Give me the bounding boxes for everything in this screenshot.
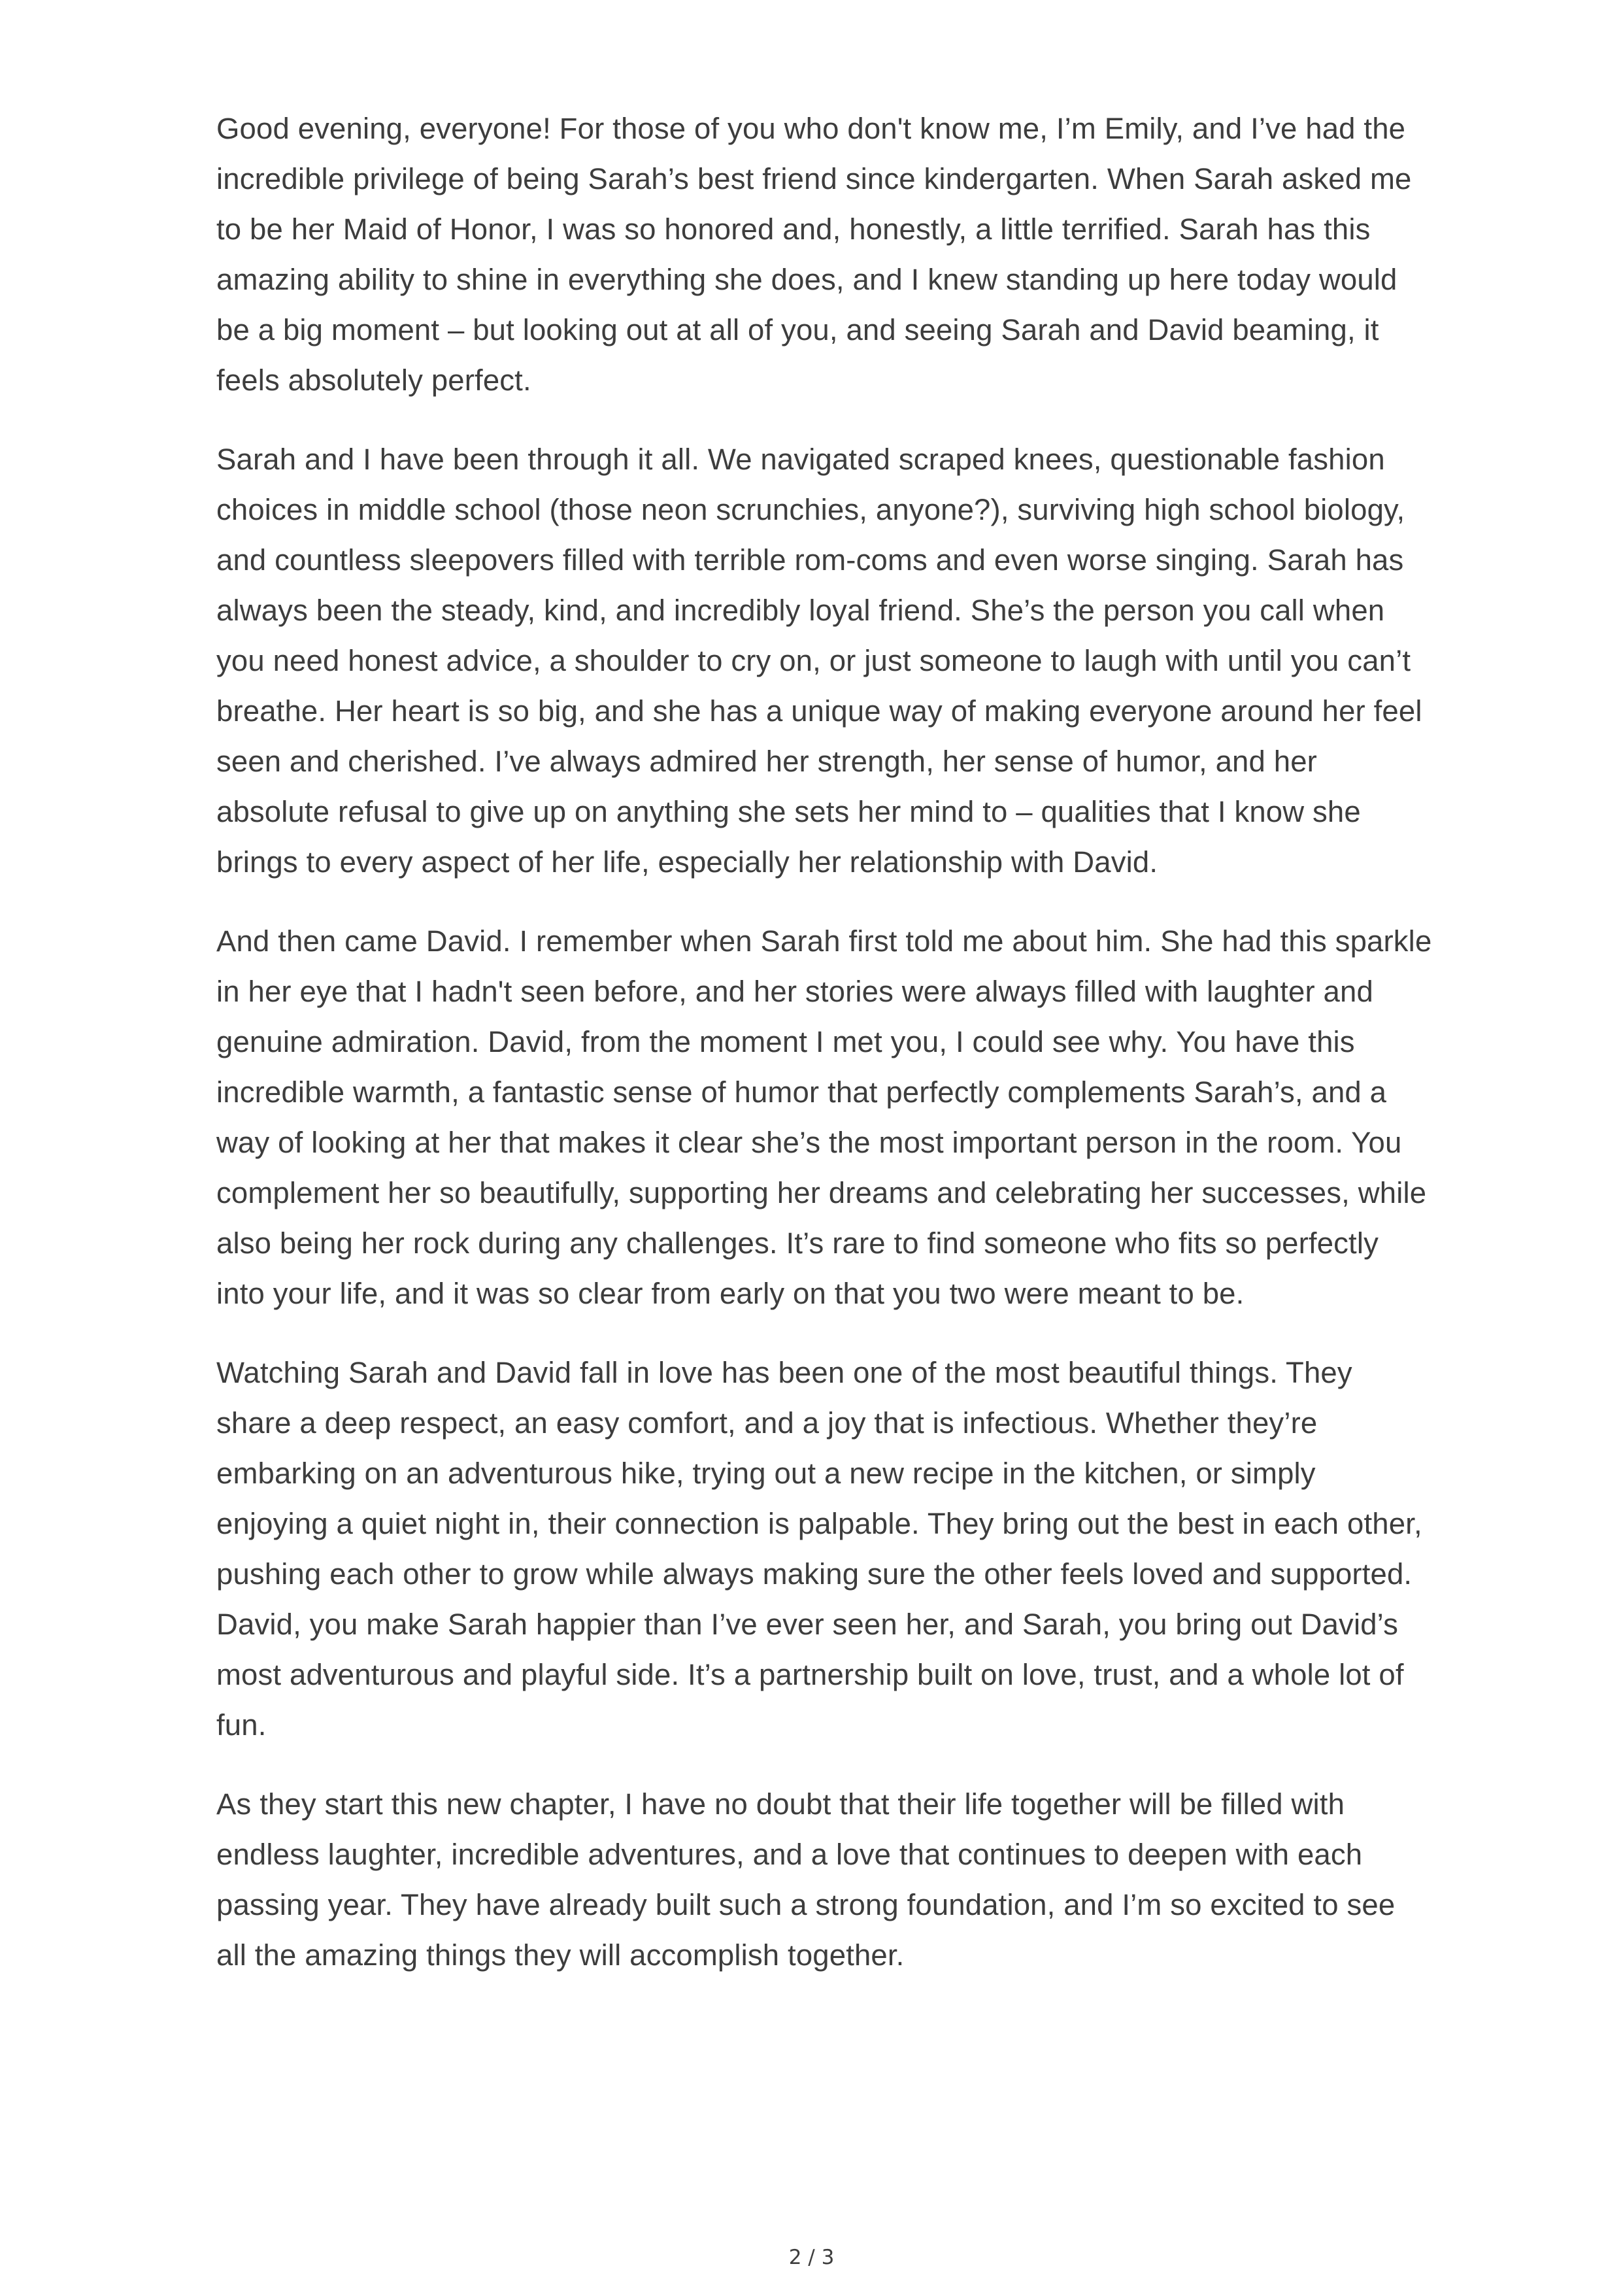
- page-number: 2 / 3: [788, 2246, 835, 2269]
- paragraph-3: And then came David. I remember when Sarah first told me about him. She had this sparkle in her eye that I hadn't seen before, and her stories were always filled with laughter and genuine admiration. David, from the moment I met you, I could see why. You have this incredible warmth, a fantastic sense of humor that perfectly complements Sarah’s, and a way of looking at her that makes it clear she’s the most important person in the room. You complement her so beautifully, supporting her dreams and celebrating her successes, while also being her rock during any challenges. It’s rare to find someone who fits so perfectly into your life, and it was so clear from early on that you two were meant to be.: [216, 924, 1432, 1310]
- paragraph-1: Good evening, everyone! For those of you who don't know me, I’m Emily, and I’ve had the incredible privilege of being Sarah’s best friend since kindergarten. When Sarah asked me to be her Maid of Honor, I was so honored and, honestly, a little terrified. Sarah has this amazing ability to shine in everything she does, and I knew standing up here today would be a big moment – but looking out at all of you, and seeing Sarah and David beaming, it feels absolutely perfect.: [216, 112, 1412, 397]
- paragraph-5: As they start this new chapter, I have no doubt that their life together will be filled with endless laughter, incredible adventures, and a love that continues to deepen with each passing year. They have already built such a strong foundation, and I’m so excited to see all the amazing things they will accomplish together.: [216, 1787, 1396, 1972]
- speech-body: [216, 103, 1432, 2009]
- paragraph-2: Sarah and I have been through it all. We navigated scraped knees, questionable fashion choices in middle school (those neon scrunchies, anyone?), surviving high school biology, and countless sleepovers filled with terrible rom-coms and even worse singing. Sarah has always been the steady, kind, and incredibly loyal friend. She’s the person you call when you need honest advice, a shoulder to cry on, or just someone to laugh with until you can’t breathe. Her heart is so big, and she has a unique way of making everyone around her feel seen and cherished. I’ve always admired her strength, her sense of humor, and her absolute refusal to give up on anything she sets her mind to – qualities that I know she brings to every aspect of her life, especially her relationship with David.: [216, 443, 1422, 879]
- paragraph-4: Watching Sarah and David fall in love has been one of the most beautiful things. They share a deep respect, an easy comfort, and a joy that is infectious. Whether they’re embarking on an adventurous hike, trying out a new recipe in the kitchen, or simply enjoying a quiet night in, their connection is palpable. They bring out the best in each other, pushing each other to grow while always making sure the other feels loved and supported. David, you make Sarah happier than I’ve ever seen her, and Sarah, you bring out David’s most adventurous and playful side. It’s a partnership built on love, trust, and a whole lot of fun.: [216, 1356, 1422, 1742]
